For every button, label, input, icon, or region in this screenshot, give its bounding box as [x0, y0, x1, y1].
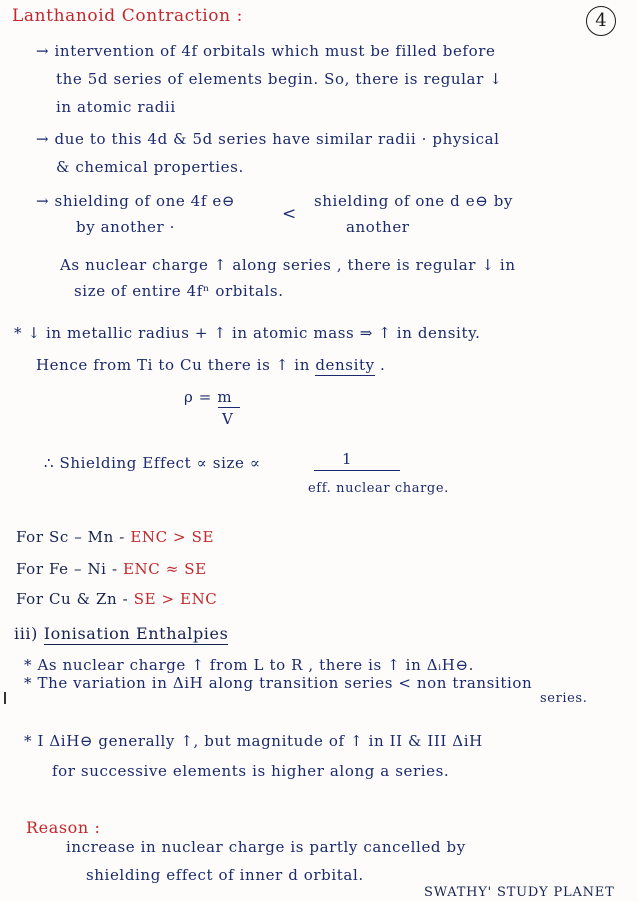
page-number: 4	[586, 6, 616, 36]
for-sc-mn-relation: ENC > SE	[130, 528, 214, 546]
shielding-4f-cont: by another ·	[76, 218, 175, 236]
metallic-radius-line: * ↓ in metallic radius + ↑ in atomic mass ⇒ ↑ in density.	[14, 324, 481, 342]
line-8: size of entire 4fⁿ orbitals.	[74, 282, 284, 300]
for-cu-zn-relation: SE > ENC	[133, 590, 218, 608]
for-fe-ni-label: For Fe – Ni -	[16, 560, 118, 578]
footer-signature: SWATHY' STUDY PLANET	[424, 885, 615, 900]
density-formula-denominator: V	[222, 410, 234, 428]
reason-heading: Reason :	[26, 818, 101, 837]
density-fraction-bar	[218, 407, 240, 408]
density-word: density	[315, 356, 375, 374]
density-formula-numerator: ρ = m	[184, 388, 233, 406]
bullet-3-cont: for successive elements is higher along a series.	[52, 762, 450, 780]
shielding-4f: → shielding of one 4f e⊖	[36, 192, 235, 210]
reason-line-1: increase in nuclear charge is partly cancelled by	[66, 838, 466, 856]
ionisation-title: Ionisation Enthalpies	[43, 624, 229, 643]
page-title: Lanthanoid Contraction :	[12, 6, 243, 26]
bullet-2: * The variation in ΔiH along transition series < non transition	[24, 674, 533, 692]
shielding-d: shielding of one d e⊖ by	[314, 192, 514, 210]
section-number: iii)	[14, 624, 38, 643]
bullet-1: * As nuclear charge ↑ from L to R , there is ↑ in ΔᵢH⊖.	[24, 656, 474, 674]
fraction-bar	[314, 470, 400, 471]
margin-mark	[4, 692, 6, 704]
for-sc-mn	[16, 530, 214, 545]
line-7: As nuclear charge ↑ along series , there is regular ↓ in	[60, 256, 516, 274]
shielding-effect-line: ∴ Shielding Effect ∝ size ∝	[44, 454, 261, 472]
line-2: the 5d series of elements begin. So, there is regular ↓	[56, 70, 503, 88]
density-line	[36, 358, 385, 373]
fraction-one: 1	[342, 450, 353, 468]
shielding-d-cont: another	[346, 218, 410, 236]
for-sc-mn-label: For Sc – Mn -	[16, 528, 125, 546]
line-1: → intervention of 4f orbitals which must be filled before	[36, 42, 496, 60]
eff-nuclear-charge: eff. nuclear charge.	[308, 481, 449, 496]
density-period: .	[380, 356, 386, 374]
line-3: in atomic radii	[56, 98, 176, 116]
for-cu-zn-label: For Cu & Zn -	[16, 590, 129, 608]
for-fe-ni	[16, 562, 207, 577]
for-cu-zn	[16, 592, 217, 607]
bullet-2-cont: series.	[540, 691, 588, 706]
density-line-text: Hence from Ti to Cu there is ↑ in	[36, 356, 310, 374]
reason-line-2: shielding effect of inner d orbital.	[86, 866, 364, 884]
line-5: & chemical properties.	[56, 158, 244, 176]
bullet-3: * I ΔiH⊖ generally ↑, but magnitude of ↑ in II & III ΔiH	[24, 732, 483, 750]
line-4: → due to this 4d & 5d series have similar radii · physical	[36, 130, 500, 148]
less-than-sign: <	[282, 204, 297, 224]
ionisation-heading	[14, 626, 228, 642]
for-fe-ni-relation: ENC ≈ SE	[123, 560, 207, 578]
